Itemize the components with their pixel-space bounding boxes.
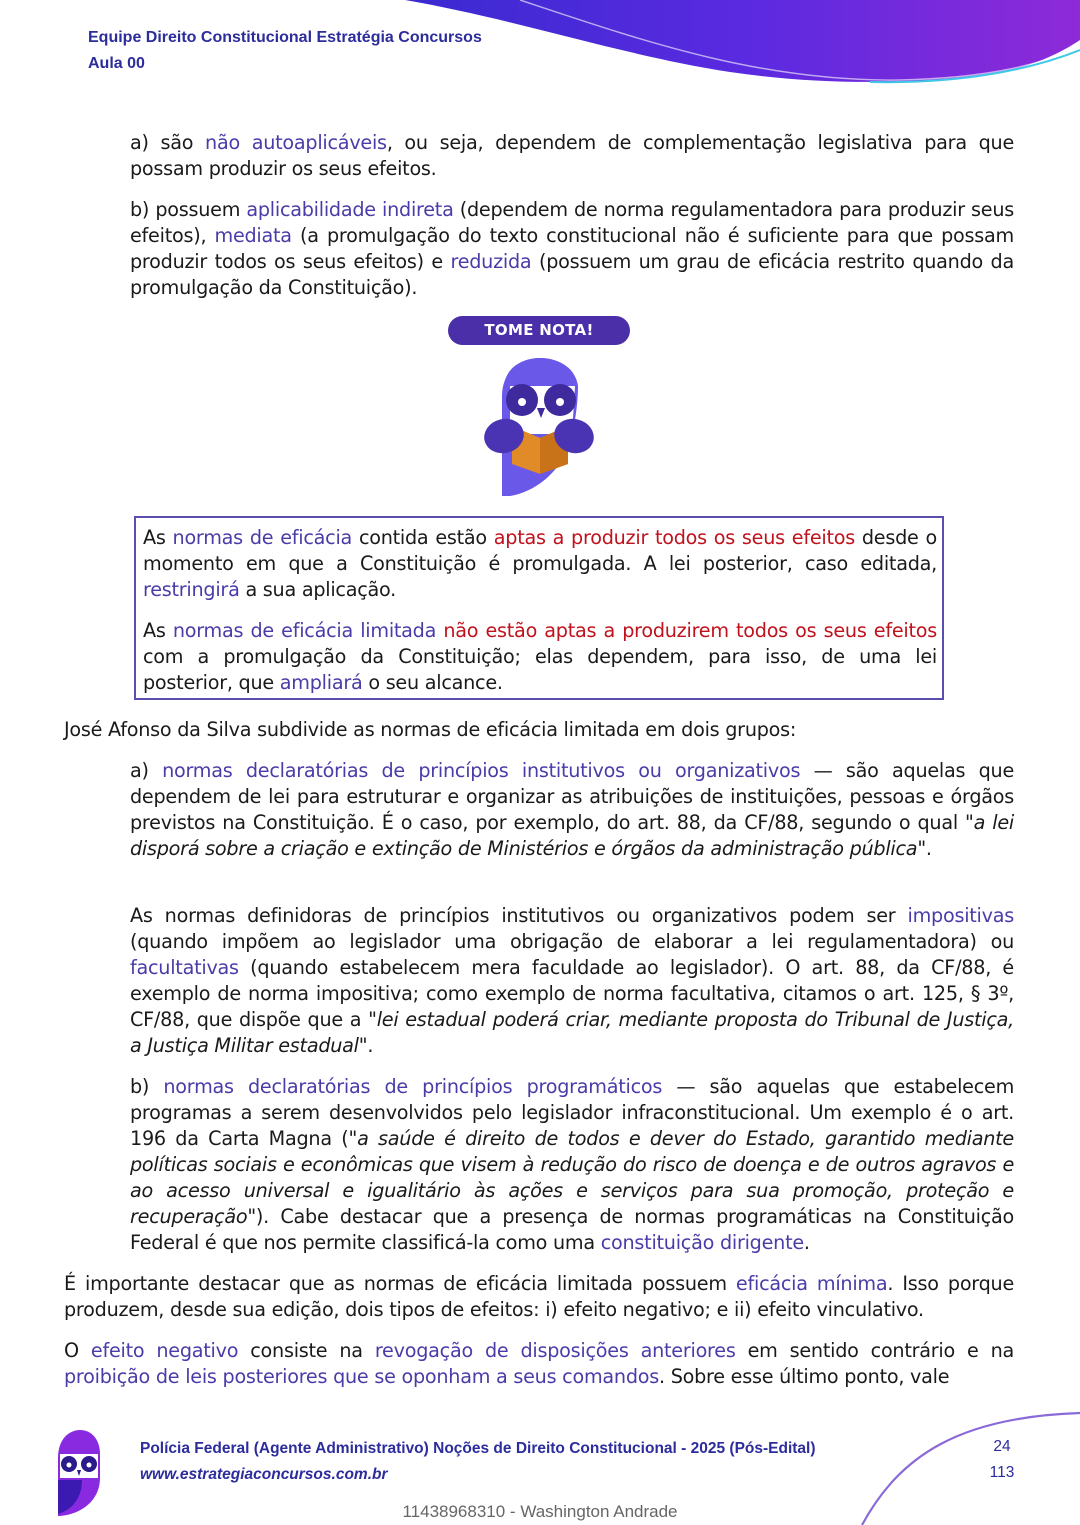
paragraph-efeito-negativo: O efeito negativo consiste na revogação de disposições anteriores em sentido contrário e na proibição de leis posteriores que se oponham a seus comandos. Sobre esse último ponto, vale	[64, 1339, 1014, 1388]
paragraph-group-a-types: As normas definidoras de princípios institutivos ou organizativos podem ser impositivas (quando impõem ao legislador uma obrigação de elaborar a lei regulamentadora) ou facultativas (quando estabelecem mera faculdade ao legislador). O art. 88, da CF/88, é exemplo de norma impositiva; como exemplo de norma facultativa, citamos o art. 125, § 3º, CF/88, que dispõe que a "lei estadual poderá criar, mediante proposta do Tribunal de Justiça, a Justiça Militar estadual".	[130, 904, 1014, 1057]
note-box	[134, 516, 944, 700]
paragraph-group-a: a) normas declaratórias de princípios institutivos ou organizativos — são aquelas que dependem de lei para estruturar e organizar as atribuições de instituições, pessoas e órgãos previstos na Constituição. É o caso, por exemplo, do art. 88, da CF/88, segundo o qual "a lei disporá sobre a criação e extinção de Ministérios e órgãos da administração pública".	[130, 759, 1015, 860]
watermark: 11438968310 - Washington Andrade	[402, 1502, 678, 1521]
owl-reading-icon	[480, 356, 600, 501]
note-paragraph-limitada: As normas de eficácia limitada não estão aptas a produzirem todos os seus efeitos com a promulgação da Constituição; elas dependem, para isso, de uma lei posterior, que ampliará o seu alcance.	[143, 619, 937, 694]
tome-nota-badge: TOME NOTA!	[448, 316, 630, 345]
paragraph-eficacia-minima: É importante destacar que as normas de eficácia limitada possuem eficácia mínima. Isso porque produzem, desde sua edição, dois tipos de efeitos: i) efeito negativo; e ii) efeito vinculativo.	[64, 1272, 1015, 1321]
page-number: 24	[993, 1438, 1011, 1455]
header-wave-decoration	[0, 0, 1080, 95]
paragraph-group-b: b) normas declaratórias de princípios programáticos — são aquelas que estabelecem programas a serem desenvolvidos pelo legislador infraconstitucional. Um exemplo é o art. 196 da Carta Magna ("a saúde é direito de todos e dever do Estado, garantido mediante políticas sociais e econômicas que visem à redução do risco de doença e de outros agravos e ao acesso universal e igualitário às ações e serviços para sua promoção, proteção e recuperação"). Cabe destacar que a presença de normas programáticas na Constituição Federal é que nos permite classificá-la como uma constituição dirigente.	[130, 1075, 1015, 1254]
footer-course-title: Polícia Federal (Agente Administrativo) Noções de Direito Constitucional - 2025 (Pós-Edital)	[140, 1440, 816, 1457]
header-title: Equipe Direito Constitucional Estratégia Concursos	[88, 29, 482, 46]
note-paragraph-contida: As normas de eficácia contida estão aptas a produzir todos os seus efeitos desde o momento em que a Constituição é promulgada. A lei posterior, caso editada, restringirá a sua aplicação.	[143, 526, 937, 601]
paragraph-item-b: b) possuem aplicabilidade indireta (dependem de norma regulamentadora para produzir seus efeitos), mediata (a promulgação do texto constitucional não é suficiente para que possam produzir todos os seus efeitos) e reduzida (possuem um grau de eficácia restrito quando da promulgação da Constituição).	[130, 198, 1014, 299]
paragraph-intro: José Afonso da Silva subdivide as normas de eficácia limitada em dois grupos:	[64, 718, 797, 741]
paragraph-item-a: a) são não autoaplicáveis, ou seja, dependem de complementação legislativa para que possam produzir os seus efeitos.	[130, 131, 1015, 180]
footer-website-link[interactable]: www.estrategiaconcursos.com.br	[140, 1466, 388, 1483]
total-pages: 113	[989, 1464, 1015, 1481]
header-lesson: Aula 00	[88, 55, 145, 72]
